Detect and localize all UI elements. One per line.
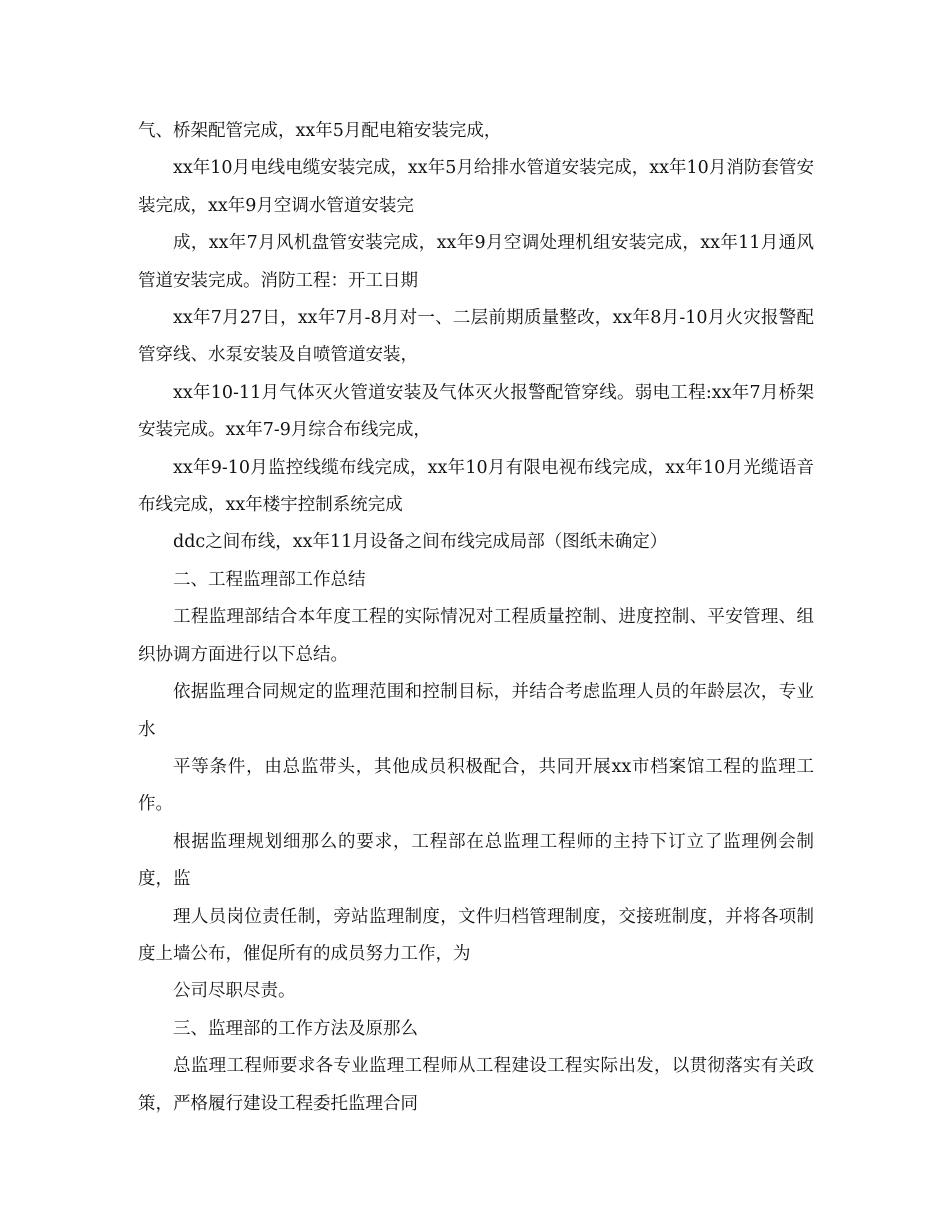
paragraph: ddc之间布线，xx年11月设备之间布线完成局部（图纸未确定） xyxy=(173,532,668,553)
section-heading: 三、监理部的工作方法及原那么 xyxy=(173,1018,418,1039)
paragraph: 依据监理合同规定的监理范围和控制目标，并结合考虑监理人员的年龄层次，专业水 xyxy=(138,682,814,740)
paragraph: 理人员岗位责任制，旁站监理制度，文件归档管理制度，交接班制度，并将各项制度上墙公布，催促所有的成员努力工作，为 xyxy=(138,906,814,964)
paragraph: 成，xx年7月风机盘管安装完成，xx年9月空调处理机组安装完成，xx年11月通风管道安装完成。消防工程：开工日期 xyxy=(138,233,814,291)
paragraph: 公司尽职尽责。 xyxy=(173,981,296,1002)
paragraph: 平等条件，由总监带头，其他成员积极配合，共同开展xx市档案馆工程的监理工作。 xyxy=(138,756,814,815)
document-page xyxy=(138,113,814,1123)
paragraph: xx年10-11月气体灭火管道安装及气体灭火报警配管穿线。弱电工程:xx年7月桥架安装完成。xx年7-9月综合布线完成， xyxy=(138,382,814,441)
paragraph: 工程监理部结合本年度工程的实际情况对工程质量控制、进度控制、平安管理、组织协调方面进行以下总结。 xyxy=(138,607,814,665)
paragraph: 根据监理规划细那么的要求，工程部在总监理工程师的主持下订立了监理例会制度，监 xyxy=(138,831,814,890)
section-heading: 二、工程监理部工作总结 xyxy=(173,569,366,590)
paragraph: 气、桥架配管完成，xx年5月配电箱安装完成， xyxy=(138,121,502,141)
paragraph: xx年9-10月监控线缆布线完成，xx年10月有限电视布线完成，xx年10月光缆语音布线完成，xx年楼宇控制系统完成 xyxy=(138,457,814,516)
paragraph: 总监理工程师要求各专业监理工程师从工程建设工程实际出发，以贯彻落实有关政策，严格履行建设工程委托监理合同 xyxy=(138,1056,814,1114)
paragraph: xx年7月27日，xx年7月-8月对一、二层前期质量整改，xx年8月-10月火灾报警配管穿线、水泵安装及自喷管道安装， xyxy=(138,308,814,366)
paragraph: xx年10月电线电缆安装完成，xx年5月给排水管道安装完成，xx年10月消防套管安装完成，xx年9月空调水管道安装完 xyxy=(138,158,814,216)
